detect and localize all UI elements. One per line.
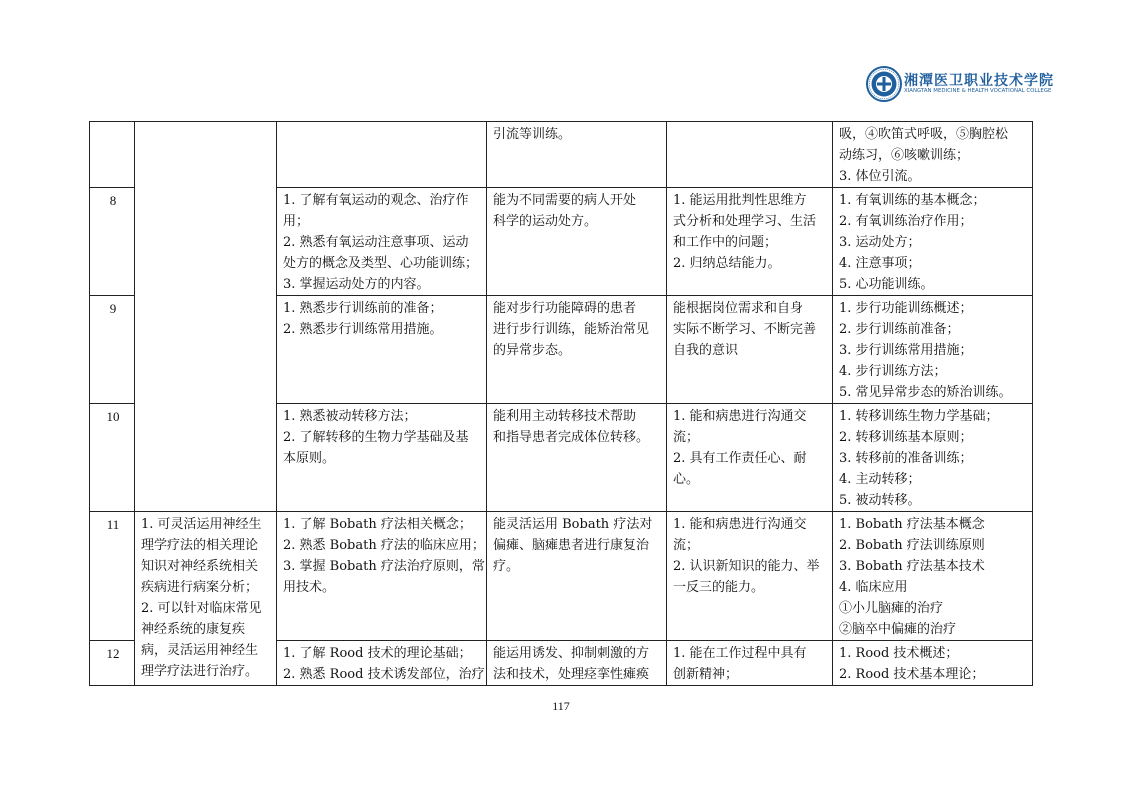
goal-cell-neuro bbox=[135, 512, 277, 686]
skill-cell-line: 能对步行功能障碍的患者 bbox=[493, 301, 637, 316]
content-cell-line: 1. 转移训练生物力学基础； bbox=[839, 409, 999, 424]
quality-cell bbox=[667, 404, 833, 512]
quality-cell-line: 和工作中的问题； bbox=[673, 235, 778, 250]
skill-cell-line: 偏瘫、脑瘫患者进行康复治 bbox=[493, 538, 650, 553]
goal-cell-neuro-line: 2. 可以针对临床常见 bbox=[141, 601, 262, 616]
skill-cell-line: 能利用主动转移技术帮助 bbox=[493, 409, 637, 424]
goal-cell-blank bbox=[135, 122, 277, 512]
content-cell-line: 5. 常见异常步态的矫治训练。 bbox=[839, 385, 1012, 400]
skill-cell bbox=[487, 122, 667, 188]
content-cell-line: ①小儿脑瘫的治疗 bbox=[839, 601, 944, 616]
quality-cell-line: 1. 能和病患进行沟通交 bbox=[673, 517, 807, 532]
content-cell-line: 1. 有氧训练的基本概念； bbox=[839, 193, 986, 208]
content-cell bbox=[833, 296, 1033, 404]
goal-cell-neuro-line: 1. 可灵活运用神经生 bbox=[141, 517, 262, 532]
row-number: 12 bbox=[90, 641, 135, 686]
school-seal-icon bbox=[866, 66, 902, 102]
school-name: 湘潭医卫职业技术学院 bbox=[904, 73, 1054, 89]
knowledge-cell-line: 2. 了解转移的生物力学基础及基 bbox=[283, 430, 469, 445]
quality-cell-line: 1. 能在工作过程中具有 bbox=[673, 646, 807, 661]
content-cell-line: 3. 体位引流。 bbox=[839, 169, 921, 184]
content-cell-line: ②脑卒中偏瘫的治疗 bbox=[839, 622, 957, 637]
content-cell-line: 3. 步行训练常用措施； bbox=[839, 343, 973, 358]
quality-cell-line: 流； bbox=[673, 538, 700, 553]
knowledge-cell-line: 1. 了解 Bobath 疗法相关概念； bbox=[283, 517, 472, 532]
quality-cell-line: 能根据岗位需求和自身 bbox=[673, 301, 804, 316]
quality-cell-line: 2. 认识新知识的能力、举 bbox=[673, 559, 820, 574]
content-cell-line: 吸，④吹笛式呼吸，⑤胸腔松 bbox=[839, 127, 1009, 142]
quality-cell-line: 心。 bbox=[673, 472, 700, 487]
content-cell-line: 1. 步行功能训练概述； bbox=[839, 301, 973, 316]
goal-cell-neuro-line: 疾病进行病案分析； bbox=[141, 580, 259, 595]
quality-cell-line: 1. 能和病患进行沟通交 bbox=[673, 409, 807, 424]
content-cell bbox=[833, 188, 1033, 296]
skill-cell-line: 能灵活运用 Bobath 疗法对 bbox=[493, 517, 653, 532]
content-cell-line: 3. Bobath 疗法基本技术 bbox=[839, 559, 985, 574]
goal-cell-neuro-line: 神经系统的康复疾 bbox=[141, 622, 246, 637]
skill-cell-line: 疗。 bbox=[493, 559, 520, 574]
knowledge-cell bbox=[277, 188, 487, 296]
skill-cell-line: 进行步行训练，能矫治常见 bbox=[493, 322, 650, 337]
knowledge-cell-line: 1. 熟悉被动转移方法； bbox=[283, 409, 417, 424]
page-number: 117 bbox=[552, 699, 570, 713]
knowledge-cell-line: 1. 了解有氧运动的观念、治疗作 bbox=[283, 193, 469, 208]
content-cell-line: 5. 心功能训练。 bbox=[839, 277, 934, 292]
table-row bbox=[90, 512, 1033, 641]
row-number: 8 bbox=[90, 188, 135, 296]
knowledge-cell bbox=[277, 122, 487, 188]
row-number bbox=[90, 122, 135, 188]
knowledge-cell-line: 3. 掌握 Bobath 疗法治疗原则，常 bbox=[283, 559, 485, 574]
quality-cell-line: 自我的意识 bbox=[673, 343, 739, 358]
content-cell-line: 1. Bobath 疗法基本概念 bbox=[839, 517, 985, 532]
curriculum-table bbox=[89, 121, 1033, 686]
content-cell-line: 2. 有氧训练治疗作用； bbox=[839, 214, 973, 229]
content-cell-line: 4. 步行训练方法； bbox=[839, 364, 947, 379]
quality-cell-line: 流； bbox=[673, 430, 700, 445]
content-cell bbox=[833, 122, 1033, 188]
content-cell-line: 4. 注意事项； bbox=[839, 256, 921, 271]
goal-cell-neuro-line: 知识对神经系统相关 bbox=[141, 559, 259, 574]
goal-cell-neuro-line: 理学疗法的相关理论 bbox=[141, 538, 259, 553]
content-cell-line: 3. 转移前的准备训练； bbox=[839, 451, 973, 466]
knowledge-cell-line: 用； bbox=[283, 214, 310, 229]
skill-cell-line: 和指导患者完成体位转移。 bbox=[493, 430, 650, 445]
content-cell bbox=[833, 512, 1033, 641]
skill-cell bbox=[487, 512, 667, 641]
knowledge-cell bbox=[277, 404, 487, 512]
content-cell-line: 1. Rood 技术概述； bbox=[839, 646, 959, 661]
goal-cell-neuro-line: 理学疗法进行治疗。 bbox=[141, 664, 259, 679]
knowledge-cell-line: 本原则。 bbox=[283, 451, 336, 466]
skill-cell bbox=[487, 188, 667, 296]
content-cell-line: 4. 临床应用 bbox=[839, 580, 908, 595]
quality-cell-line: 创新精神； bbox=[673, 667, 739, 682]
quality-cell bbox=[667, 296, 833, 404]
quality-cell-line: 2. 具有工作责任心、耐 bbox=[673, 451, 807, 466]
knowledge-cell bbox=[277, 512, 487, 641]
knowledge-cell-line: 2. 熟悉步行训练常用措施。 bbox=[283, 322, 443, 337]
skill-cell-line: 能运用诱发、抑制刺激的方 bbox=[493, 646, 650, 661]
quality-cell bbox=[667, 188, 833, 296]
skill-cell bbox=[487, 641, 667, 686]
skill-cell-line: 引流等训练。 bbox=[493, 127, 572, 142]
knowledge-cell bbox=[277, 641, 487, 686]
content-cell bbox=[833, 404, 1033, 512]
content-cell-line: 2. 转移训练基本原则； bbox=[839, 430, 973, 445]
goal-cell-neuro-line: 病，灵活运用神经生 bbox=[141, 643, 259, 658]
knowledge-cell bbox=[277, 296, 487, 404]
knowledge-cell-line: 2. 熟悉 Bobath 疗法的临床应用； bbox=[283, 538, 485, 553]
knowledge-cell-line: 2. 熟悉 Rood 技术诱发部位，治疗 bbox=[283, 667, 485, 682]
quality-cell bbox=[667, 512, 833, 641]
skill-cell-line: 法和技术，处理痉挛性瘫痪 bbox=[493, 667, 650, 682]
skill-cell bbox=[487, 404, 667, 512]
quality-cell-line: 式分析和处理学习、生活 bbox=[673, 214, 817, 229]
row-number: 10 bbox=[90, 404, 135, 512]
quality-cell-line: 1. 能运用批判性思维方 bbox=[673, 193, 807, 208]
quality-cell-line: 2. 归纳总结能力。 bbox=[673, 256, 781, 271]
knowledge-cell-line: 1. 了解 Rood 技术的理论基础； bbox=[283, 646, 472, 661]
content-cell-line: 2. 步行训练前准备； bbox=[839, 322, 960, 337]
knowledge-cell-line: 1. 熟悉步行训练前的准备； bbox=[283, 301, 443, 316]
content-cell-line: 3. 运动处方； bbox=[839, 235, 921, 250]
school-logo bbox=[866, 66, 1054, 106]
skill-cell-line: 能为不同需要的病人开处 bbox=[493, 193, 637, 208]
knowledge-cell-line: 用技术。 bbox=[283, 580, 336, 595]
table-row bbox=[90, 122, 1033, 188]
row-number: 9 bbox=[90, 296, 135, 404]
quality-cell bbox=[667, 641, 833, 686]
content-cell bbox=[833, 641, 1033, 686]
skill-cell-line: 的异常步态。 bbox=[493, 343, 572, 358]
school-name-en: XIANGTAN MEDICINE & HEALTH VOCATIONAL COLLEGE bbox=[904, 88, 1052, 94]
skill-cell-line: 科学的运动处方。 bbox=[493, 214, 598, 229]
content-cell-line: 2. Rood 技术基本理论； bbox=[839, 667, 985, 682]
content-cell-line: 5. 被动转移。 bbox=[839, 493, 921, 508]
content-cell-line: 4. 主动转移； bbox=[839, 472, 921, 487]
content-cell-line: 动练习，⑥咳嗽训练； bbox=[839, 148, 970, 163]
quality-cell bbox=[667, 122, 833, 188]
skill-cell bbox=[487, 296, 667, 404]
content-cell-line: 2. Bobath 疗法训练原则 bbox=[839, 538, 985, 553]
quality-cell-line: 一反三的能力。 bbox=[673, 580, 765, 595]
row-number: 11 bbox=[90, 512, 135, 641]
knowledge-cell-line: 处方的概念及类型、心功能训练； bbox=[283, 256, 479, 271]
knowledge-cell-line: 2. 熟悉有氧运动注意事项、运动 bbox=[283, 235, 469, 250]
quality-cell-line: 实际不断学习、不断完善 bbox=[673, 322, 817, 337]
knowledge-cell-line: 3. 掌握运动处方的内容。 bbox=[283, 277, 430, 292]
